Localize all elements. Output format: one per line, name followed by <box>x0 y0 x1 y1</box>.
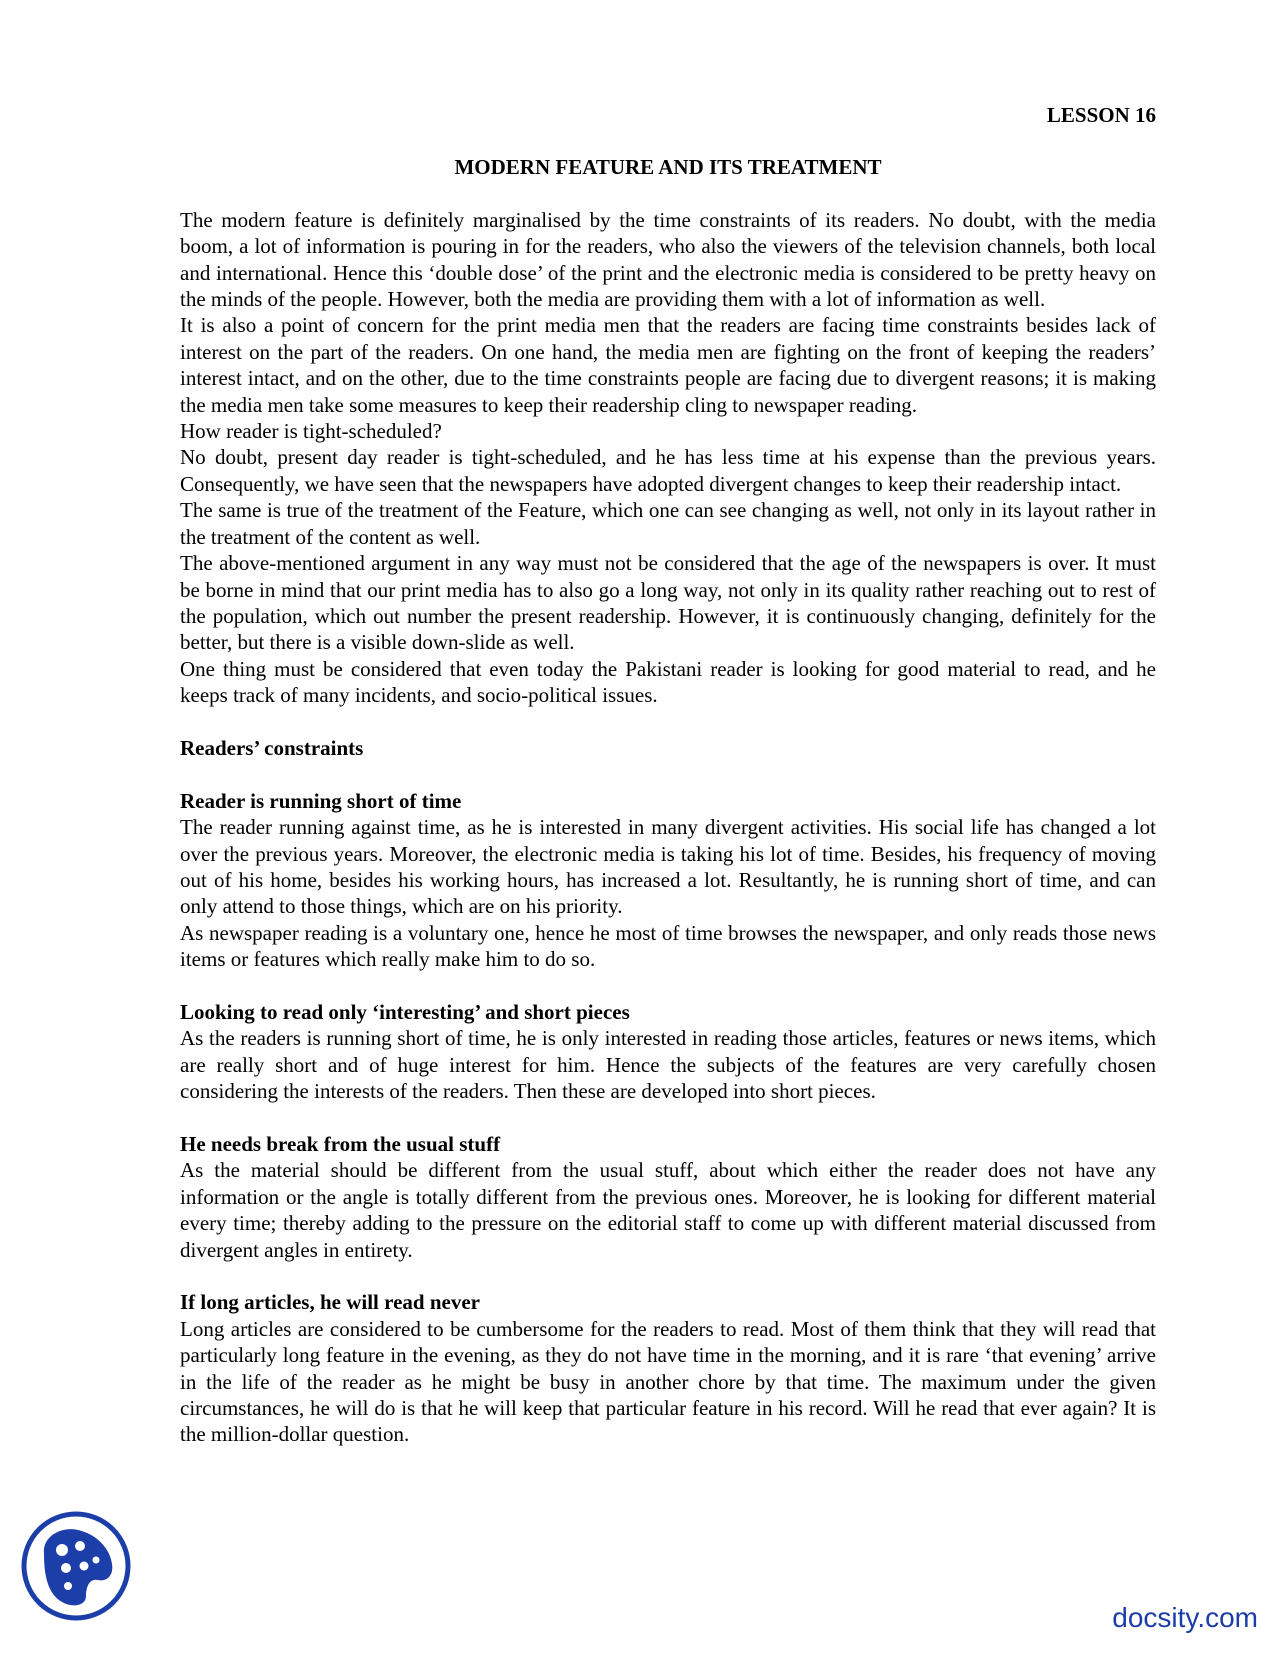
subsection-heading: Reader is running short of time <box>180 788 462 813</box>
subsection-paragraph: The reader running against time, as he is interested in many divergent activities. His social life has changed a lot over the previous years. Moreover, the electronic media is taking his lot of time. Besides, his frequency of moving out of his home, besides his working hours, has increased a lot. Resultantly, he is running short of time, and can only attend to those things, which are on his priority. <box>180 815 1156 919</box>
lesson-number: LESSON 16 <box>1046 103 1156 127</box>
docsity-brand-link[interactable]: docsity.com <box>1112 1602 1258 1633</box>
subsection-heading: If long articles, he will read never <box>180 1290 480 1315</box>
section-break-from-usual <box>180 1131 1156 1263</box>
intro-paragraph: The above-mentioned argument in any way must not be considered that the age of the newspapers is over. It must be borne in mind that our print media has to also go a long way, not only in its quality rather reaching out to rest of the population, which out number the present readership. However, it is continuously changing, definitely for the better, but there is a visible down-slide as well. <box>180 551 1156 655</box>
document-page <box>180 102 1156 1448</box>
subsection-paragraph: Long articles are considered to be cumbersome for the readers to read. Most of them think that they will read that particularly long feature in the evening, as they do not have time in the morning, and it is rare ‘that evening’ arrive in the life of the reader as he might be busy in another chore by that time. The maximum under the given circumstances, he will do is that he will keep that particular feature in his record. Will he read that ever again? It is the million-dollar question. <box>180 1316 1156 1447</box>
subsection-paragraph: As newspaper reading is a voluntary one, hence he most of time browses the newspaper, and only reads those news items or features which really make him to do so. <box>180 920 1156 972</box>
intro-paragraph: The modern feature is definitely marginalised by the time constraints of its readers. No doubt, with the media boom, a lot of information is pouring in for the readers, who also the viewers of the television channels, both local and international. Hence this ‘double dose’ of the print and the electronic media is considered to be pretty heavy on the minds of the people. However, both the media are providing them with a lot of information as well. <box>180 207 1156 312</box>
page-title: MODERN FEATURE AND ITS TREATMENT <box>454 155 882 180</box>
docsity-logo-icon[interactable] <box>20 1510 132 1622</box>
subsection-heading: Looking to read only ‘interesting’ and short pieces <box>180 999 630 1024</box>
intro-paragraph: No doubt, present day reader is tight-scheduled, and he has less time at his expense than the previous years. Consequently, we have seen that the newspapers have adopted divergent changes to keep their readership intact. <box>180 445 1156 496</box>
section-short-of-time <box>180 788 1156 973</box>
section-interesting-short-pieces <box>180 999 1156 1105</box>
intro-section <box>180 207 1156 709</box>
intro-paragraph: The same is true of the treatment of the Feature, which one can see changing as well, not only in its layout rather in the treatment of the content as well. <box>180 498 1156 549</box>
intro-paragraph: It is also a point of concern for the print media men that the readers are facing time constraints besides lack of interest on the part of the readers. On one hand, the media men are fighting on the front of keeping the readers’ interest intact, and on the other, due to the time constraints people are facing due to divergent reasons; it is making the media men take some measures to keep their readership cling to newspaper reading. <box>180 313 1156 417</box>
subsection-heading: He needs break from the usual stuff <box>180 1131 501 1156</box>
intro-paragraph: One thing must be considered that even today the Pakistani reader is looking for good material to read, and he keeps track of many incidents, and socio-political issues. <box>180 656 1156 708</box>
subsection-paragraph: As the readers is running short of time, he is only interested in reading those articles, features or news items, which are really short and of huge interest for him. Hence the subjects of the features are very carefully chosen considering the interests of the readers. Then these are developed into short pieces. <box>180 1026 1156 1104</box>
section-long-articles <box>180 1289 1156 1447</box>
subsection-paragraph: As the material should be different from the usual stuff, about which either the reader does not have any information or the angle is totally different from the previous ones. Moreover, he is looking for different material every time; thereby adding to the pressure on the editorial staff to come up with different material discussed from divergent angles in entirety. <box>180 1158 1156 1262</box>
section-heading-readers-constraints: Readers’ constraints <box>180 735 364 760</box>
intro-paragraph: How reader is tight-scheduled? <box>180 419 442 444</box>
